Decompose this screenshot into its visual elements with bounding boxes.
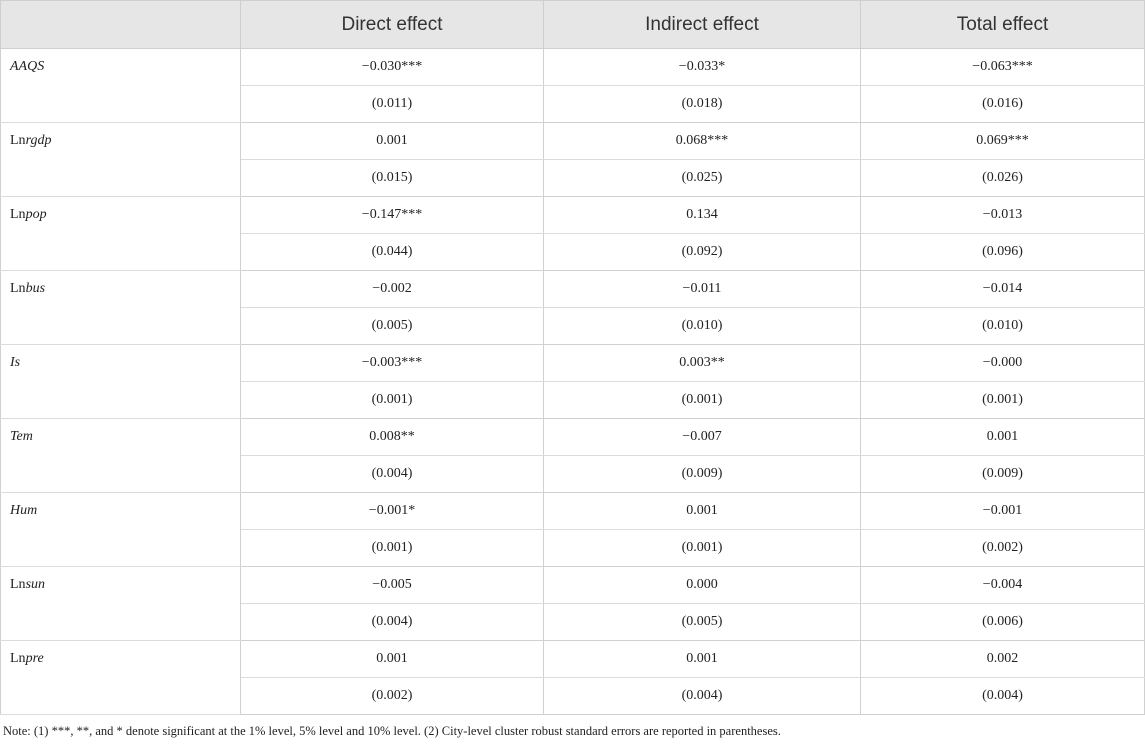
variable-prefix: Ln (10, 651, 26, 666)
total-se-cell: (0.016) (861, 86, 1145, 123)
direct-se-cell: (0.001) (241, 530, 544, 567)
variable-name (1, 641, 241, 715)
variable-prefix: Ln (10, 281, 26, 296)
direct-effect-cell: −0.147*** (241, 197, 544, 234)
table-note: Note: (1) ***, **, and * denote significant at the 1% level, 5% level and 10% level. (2) City-level cluster robust standard errors are reported in parentheses. (3, 724, 781, 738)
indirect-se-cell: (0.025) (544, 160, 861, 197)
indirect-se-cell: (0.092) (544, 234, 861, 271)
variable-prefix: Ln (10, 207, 26, 222)
direct-se-cell: (0.002) (241, 678, 544, 715)
total-effect-cell: 0.069*** (861, 123, 1145, 160)
indirect-effect-cell: −0.007 (544, 419, 861, 456)
table-row (1, 641, 1145, 678)
variable-name (1, 49, 241, 123)
total-effect-cell: −0.000 (861, 345, 1145, 382)
indirect-effect-cell: 0.001 (544, 493, 861, 530)
table-row (1, 123, 1145, 160)
variable-label: Hum (10, 503, 38, 518)
variable-label: sun (25, 577, 46, 592)
total-effect-cell: 0.001 (861, 419, 1145, 456)
table-body (1, 49, 1145, 715)
total-effect-cell: −0.013 (861, 197, 1145, 234)
indirect-effect-cell: −0.011 (544, 271, 861, 308)
direct-effect-cell: −0.005 (241, 567, 544, 604)
direct-effect-cell: 0.008** (241, 419, 544, 456)
variable-prefix: Ln (10, 133, 26, 148)
total-se-cell: (0.026) (861, 160, 1145, 197)
direct-effect-cell: −0.003*** (241, 345, 544, 382)
indirect-se-cell: (0.001) (544, 530, 861, 567)
direct-effect-cell: 0.001 (241, 123, 544, 160)
indirect-se-cell: (0.009) (544, 456, 861, 493)
direct-se-cell: (0.044) (241, 234, 544, 271)
total-effect-cell: 0.002 (861, 641, 1145, 678)
indirect-se-cell: (0.005) (544, 604, 861, 641)
header-indirect-effect: Indirect effect (544, 1, 861, 49)
total-effect-cell: −0.014 (861, 271, 1145, 308)
indirect-se-cell: (0.010) (544, 308, 861, 345)
direct-se-cell: (0.015) (241, 160, 544, 197)
variable-label: Tem (10, 429, 33, 444)
indirect-se-cell: (0.004) (544, 678, 861, 715)
total-se-cell: (0.002) (861, 530, 1145, 567)
table-row (1, 493, 1145, 530)
variable-label: AAQS (10, 59, 45, 74)
variable-label: pre (25, 651, 44, 666)
direct-se-cell: (0.001) (241, 382, 544, 419)
direct-effect-cell: −0.001* (241, 493, 544, 530)
header-total-effect: Total effect (861, 1, 1145, 49)
table-row (1, 567, 1145, 604)
total-se-cell: (0.009) (861, 456, 1145, 493)
total-effect-cell: −0.001 (861, 493, 1145, 530)
indirect-effect-cell: 0.003** (544, 345, 861, 382)
variable-label: pop (25, 207, 47, 222)
direct-se-cell: (0.004) (241, 456, 544, 493)
table-row (1, 271, 1145, 308)
variable-prefix: Ln (10, 577, 26, 592)
header-direct-effect: Direct effect (241, 1, 544, 49)
direct-effect-cell: −0.030*** (241, 49, 544, 86)
total-se-cell: (0.096) (861, 234, 1145, 271)
direct-se-cell: (0.004) (241, 604, 544, 641)
indirect-effect-cell: 0.134 (544, 197, 861, 234)
indirect-se-cell: (0.018) (544, 86, 861, 123)
variable-label: bus (25, 281, 46, 296)
total-effect-cell: −0.063*** (861, 49, 1145, 86)
total-se-cell: (0.006) (861, 604, 1145, 641)
variable-name (1, 345, 241, 419)
indirect-effect-cell: 0.000 (544, 567, 861, 604)
variable-name (1, 567, 241, 641)
header-variable (1, 1, 241, 49)
variable-name (1, 123, 241, 197)
table-row (1, 197, 1145, 234)
indirect-effect-cell: 0.068*** (544, 123, 861, 160)
direct-effect-cell: 0.001 (241, 641, 544, 678)
variable-label: rgdp (25, 133, 52, 148)
table-row (1, 419, 1145, 456)
variable-label: Is (10, 355, 21, 370)
total-effect-cell: −0.004 (861, 567, 1145, 604)
indirect-effect-cell: −0.033* (544, 49, 861, 86)
direct-se-cell: (0.005) (241, 308, 544, 345)
total-se-cell: (0.001) (861, 382, 1145, 419)
direct-se-cell: (0.011) (241, 86, 544, 123)
variable-name (1, 271, 241, 345)
variable-name (1, 493, 241, 567)
variable-name (1, 197, 241, 271)
indirect-se-cell: (0.001) (544, 382, 861, 419)
direct-effect-cell: −0.002 (241, 271, 544, 308)
indirect-effect-cell: 0.001 (544, 641, 861, 678)
header-row (1, 1, 1145, 49)
table-row (1, 49, 1145, 86)
table-row (1, 345, 1145, 382)
variable-name (1, 419, 241, 493)
total-se-cell: (0.004) (861, 678, 1145, 715)
total-se-cell: (0.010) (861, 308, 1145, 345)
